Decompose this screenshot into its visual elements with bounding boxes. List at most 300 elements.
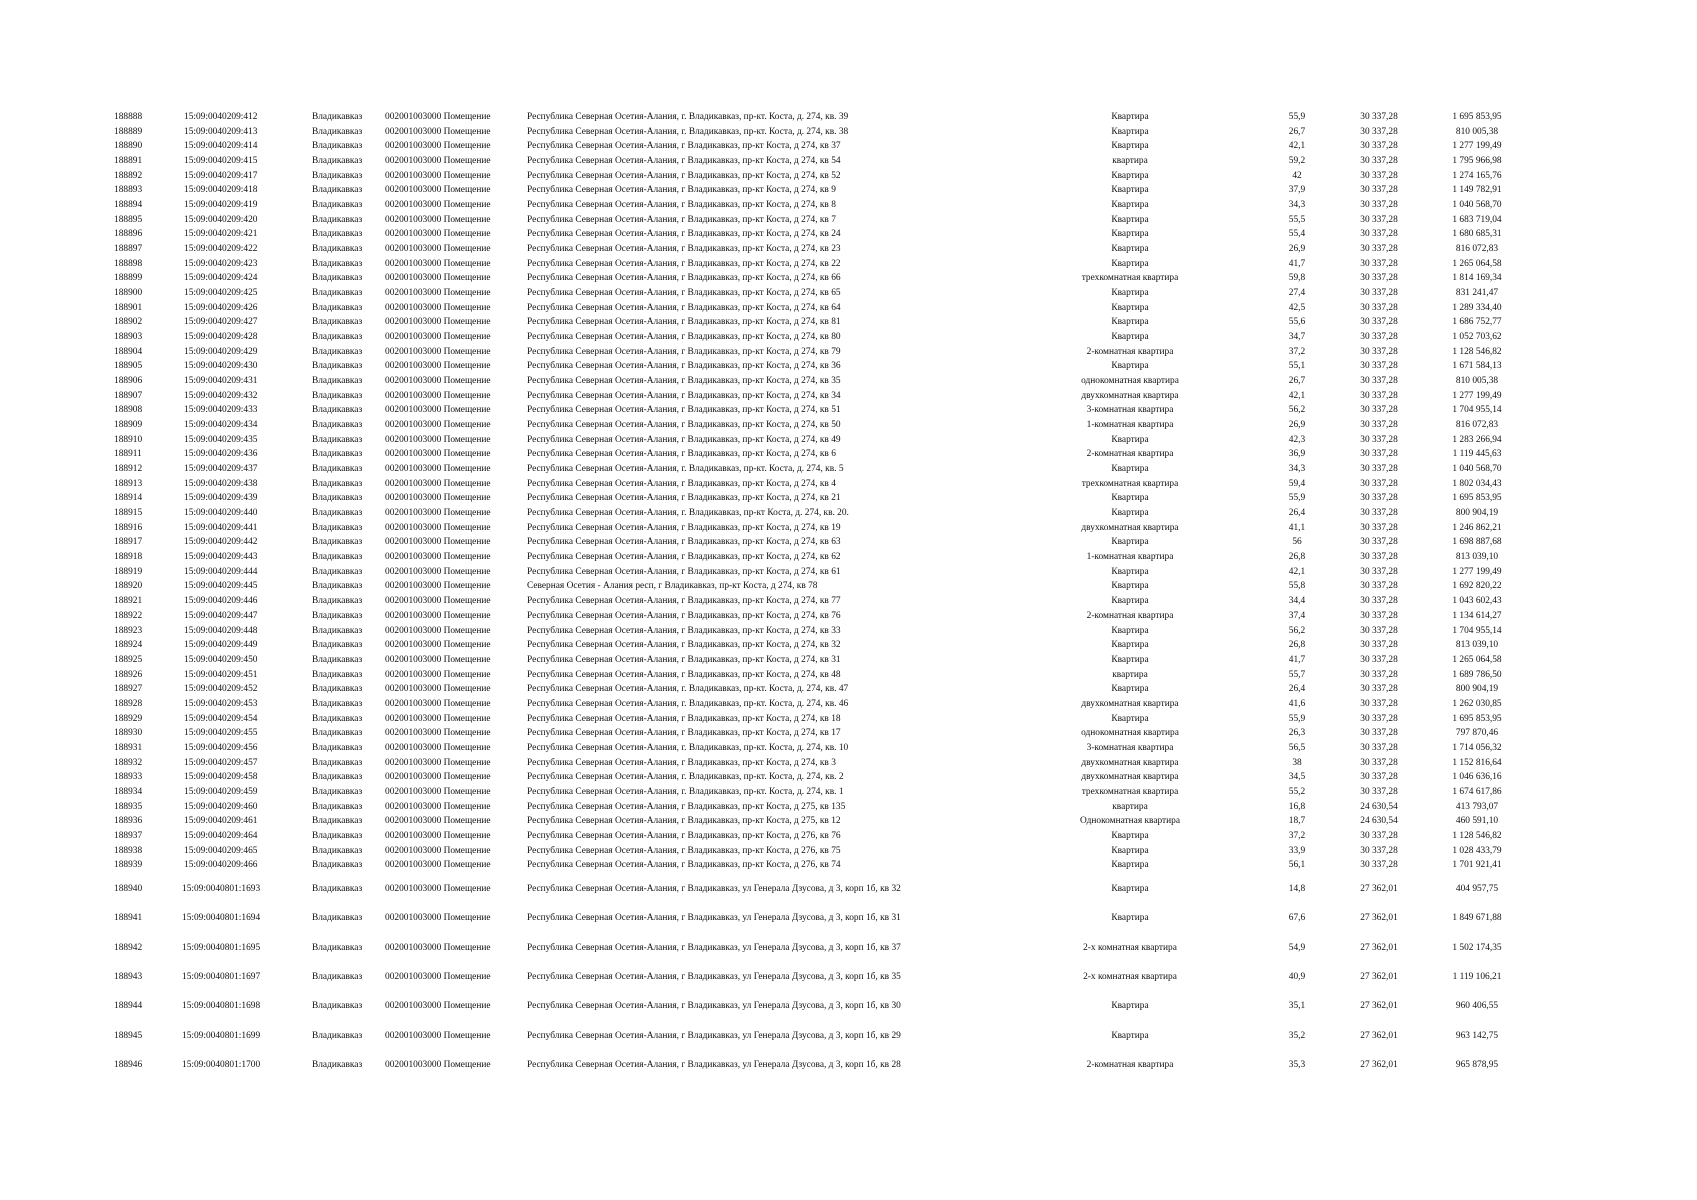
cell-cadastral-value: 810 005,38 [1455,126,1499,137]
cell-cadastral-number: 15:09:0040209:449 [184,640,258,651]
cell-object-code: 002001003000 Помещение [385,258,491,269]
cell-city: Владикавказ [312,669,363,680]
cell-unit-rate: 30 337,28 [1360,288,1398,298]
cell-object-code: 002001003000 Помещение [385,772,491,783]
cell-city: Владикавказ [312,596,363,607]
cell-unit-rate: 30 337,28 [1360,244,1398,254]
cell-cadastral-number: 15:09:0040209:453 [184,698,258,709]
cell-unit-rate: 30 337,28 [1360,258,1398,269]
cell-row-number: 188912 [114,464,143,475]
cell-cadastral-number: 15:09:0040209:451 [184,669,258,680]
cell-city: Владикавказ [312,581,363,592]
cell-cadastral-value: 965 878,95 [1455,1059,1499,1070]
cell-unit-rate: 30 337,28 [1360,845,1398,856]
cell-area: 41,6 [1288,698,1306,709]
cell-city: Владикавказ [312,170,363,181]
cell-city: Владикавказ [312,405,363,416]
cell-area: 26,4 [1288,508,1306,519]
cell-cadastral-number: 15:09:0040209:448 [184,625,258,636]
cell-object-type: двухкомнатная квартира [1081,390,1179,401]
cell-object-type: двухкомнатная квартира [1081,522,1179,533]
cell-city: Владикавказ [312,112,363,122]
cell-object-code: 002001003000 Помещение [385,830,491,841]
cell-object-type: Квартира [1111,464,1149,475]
cell-city: Владикавказ [312,493,363,504]
cell-object-code: 002001003000 Помещение [385,552,491,563]
cell-area: 26,9 [1288,420,1306,431]
cell-cadastral-number: 15:09:0040209:415 [184,156,258,166]
cell-area: 42,1 [1288,141,1306,152]
cell-cadastral-value: 1 265 064,58 [1452,654,1502,665]
cell-city: Владикавказ [312,200,363,210]
cell-row-number: 188910 [114,434,143,445]
cell-area: 56,2 [1288,625,1306,636]
cell-object-code: 002001003000 Помещение [385,742,491,753]
cell-object-type: 3-комнатная квартира [1086,742,1174,753]
cell-cadastral-value: 1 704 955,14 [1452,625,1502,636]
cell-cadastral-number: 15:09:0040209:431 [184,376,258,387]
cell-unit-rate: 27 362,01 [1360,1059,1398,1070]
cell-area: 59,2 [1288,156,1306,166]
cell-area: 54,9 [1288,942,1306,953]
cell-row-number: 188936 [114,816,143,827]
cell-object-code: 002001003000 Помещение [385,1059,491,1070]
cell-unit-rate: 30 337,28 [1360,273,1398,284]
cell-object-code: 002001003000 Помещение [385,610,491,621]
cell-cadastral-value: 1 795 966,98 [1452,156,1502,166]
cell-unit-rate: 30 337,28 [1360,229,1398,240]
cell-row-number: 188942 [114,942,143,953]
cell-object-type: Квартира [1111,141,1149,152]
cell-object-type: двухкомнатная квартира [1081,772,1179,783]
cell-city: Владикавказ [312,156,363,166]
cell-city: Владикавказ [312,654,363,665]
cell-city: Владикавказ [312,478,363,489]
cell-area: 27,4 [1288,288,1306,298]
cell-cadastral-number: 15:09:0040801:1700 [182,1059,261,1070]
cell-object-code: 002001003000 Помещение [385,390,491,401]
cell-object-type: Квартира [1111,640,1149,651]
cell-city: Владикавказ [312,258,363,269]
cell-address: Республика Северная Осетия-Алания, г Владикавказ, пр-кт Коста, д 274, кв 17 [527,728,841,739]
cell-cadastral-value: 1 152 816,64 [1452,757,1502,768]
cell-area: 55,5 [1288,214,1306,225]
cell-row-number: 188924 [114,640,143,651]
cell-row-number: 188897 [114,244,143,254]
cell-row-number: 188933 [114,772,143,783]
cell-cadastral-number: 15:09:0040209:412 [184,112,258,122]
cell-cadastral-number: 15:09:0040209:442 [184,537,258,548]
cell-object-code: 002001003000 Помещение [385,464,491,475]
cell-city: Владикавказ [312,522,363,533]
cell-row-number: 188901 [114,302,143,313]
cell-cadastral-value: 810 005,38 [1455,376,1499,387]
cell-city: Владикавказ [312,126,363,137]
cell-area: 55,2 [1288,786,1306,797]
cell-object-code: 002001003000 Помещение [385,126,491,137]
cell-city: Владикавказ [312,420,363,431]
cell-area: 41,7 [1288,654,1306,665]
cell-cadastral-value: 1 683 719,04 [1452,214,1502,225]
cell-unit-rate: 30 337,28 [1360,698,1398,709]
cell-cadastral-number: 15:09:0040209:439 [184,493,258,504]
cell-object-type: 2-комнатная квартира [1086,1059,1174,1070]
cell-city: Владикавказ [312,860,363,871]
cell-object-type: Квартира [1111,684,1149,695]
cell-address: Республика Северная Осетия-Алания, г Владикавказ, пр-кт Коста, д 274, кв 51 [527,405,841,416]
cell-unit-rate: 30 337,28 [1360,625,1398,636]
cell-city: Владикавказ [312,566,363,577]
cell-cadastral-number: 15:09:0040209:457 [184,757,258,768]
cell-object-code: 002001003000 Помещение [385,449,491,460]
cell-area: 67,6 [1288,913,1306,924]
cell-address: Республика Северная Осетия-Алания, г Владикавказ, пр-кт Коста, д 274, кв 31 [527,654,841,665]
cell-unit-rate: 30 337,28 [1360,346,1398,357]
cell-row-number: 188908 [114,405,143,416]
cell-city: Владикавказ [312,185,363,196]
cell-object-type: Квартира [1111,126,1149,137]
cell-area: 34,3 [1288,200,1306,210]
cell-unit-rate: 30 337,28 [1360,596,1398,607]
cell-address: Республика Северная Осетия-Алания, г Владикавказ, ул Генерала Дзусова, д 3, корп 1б, кв 32 [527,884,901,894]
cell-object-code: 002001003000 Помещение [385,640,491,651]
cell-cadastral-number: 15:09:0040209:427 [184,317,258,328]
cell-object-code: 002001003000 Помещение [385,361,491,372]
cell-cadastral-number: 15:09:0040801:1694 [182,913,261,924]
cell-cadastral-value: 1 802 034,43 [1452,478,1502,489]
cell-address: Республика Северная Осетия-Алания, г Владикавказ, пр-кт Коста, д 276, кв 76 [527,830,841,841]
cell-area: 55,7 [1288,669,1306,680]
cell-cadastral-number: 15:09:0040209:465 [184,845,258,856]
cell-city: Владикавказ [312,376,363,387]
cell-city: Владикавказ [312,610,363,621]
cell-object-type: Квартира [1111,200,1149,210]
cell-area: 56,2 [1288,405,1306,416]
cell-unit-rate: 30 337,28 [1360,537,1398,548]
cell-cadastral-value: 1 246 862,21 [1452,522,1502,533]
cell-unit-rate: 30 337,28 [1360,478,1398,489]
cell-cadastral-value: 800 904,19 [1455,684,1499,695]
cell-cadastral-value: 1 046 636,16 [1452,772,1502,783]
cell-object-type: 2-комнатная квартира [1086,449,1174,460]
cell-cadastral-number: 15:09:0040209:421 [184,229,258,240]
cell-cadastral-value: 1 698 887,68 [1452,537,1502,548]
cell-row-number: 188909 [114,420,143,431]
cell-cadastral-number: 15:09:0040209:425 [184,288,258,298]
cell-cadastral-value: 1 119 106,21 [1452,971,1502,982]
cell-cadastral-value: 831 241,47 [1455,288,1499,298]
cell-object-code: 002001003000 Помещение [385,942,491,953]
cell-cadastral-number: 15:09:0040209:418 [184,185,258,196]
cell-city: Владикавказ [312,434,363,445]
cell-row-number: 188944 [114,1001,143,1012]
cell-address: Республика Северная Осетия-Алания, г Владикавказ, пр-кт Коста, д 274, кв 18 [527,713,841,724]
cell-row-number: 188905 [114,361,143,372]
cell-city: Владикавказ [312,508,363,519]
cell-object-code: 002001003000 Помещение [385,141,491,152]
cell-unit-rate: 30 337,28 [1360,185,1398,196]
cell-address: Республика Северная Осетия-Алания, г. Владикавказ, пр-кт. Коста, д. 274, кв. 5 [527,464,844,475]
cell-area: 56,1 [1288,860,1306,871]
cell-row-number: 188888 [114,112,143,122]
cell-city: Владикавказ [312,786,363,797]
cell-address: Республика Северная Осетия-Алания, г. Владикавказ, пр-кт. Коста, д. 274, кв. 2 [527,772,844,783]
cell-object-code: 002001003000 Помещение [385,229,491,240]
cell-object-type: 3-комнатная квартира [1086,405,1174,416]
cell-cadastral-value: 1 695 853,95 [1452,713,1502,724]
cell-city: Владикавказ [312,273,363,284]
cell-object-type: Квартира [1111,830,1149,841]
cell-cadastral-value: 413 793,07 [1455,801,1499,812]
cell-address: Республика Северная Осетия-Алания, г Владикавказ, пр-кт Коста, д 274, кв 3 [527,757,836,768]
cell-area: 36,9 [1288,449,1306,460]
cell-object-code: 002001003000 Помещение [385,434,491,445]
cell-unit-rate: 30 337,28 [1360,860,1398,871]
cell-row-number: 188911 [114,449,142,460]
cell-cadastral-number: 15:09:0040209:433 [184,405,258,416]
cell-row-number: 188918 [114,552,143,563]
cell-row-number: 188902 [114,317,143,328]
cell-row-number: 188930 [114,728,143,739]
cell-city: Владикавказ [312,537,363,548]
cell-address: Республика Северная Осетия-Алания, г. Владикавказ, пр-кт. Коста, д. 274, кв. 1 [527,786,844,797]
cell-area: 26,3 [1288,728,1306,739]
cell-cadastral-value: 816 072,83 [1455,244,1499,254]
cell-cadastral-value: 460 591,10 [1455,816,1499,827]
cell-cadastral-value: 1 119 445,63 [1452,449,1502,460]
cell-city: Владикавказ [312,229,363,240]
cell-unit-rate: 30 337,28 [1360,434,1398,445]
cell-row-number: 188922 [114,610,143,621]
cell-object-code: 002001003000 Помещение [385,332,491,343]
cell-row-number: 188937 [114,830,143,841]
cell-unit-rate: 30 337,28 [1360,552,1398,563]
cell-city: Владикавказ [312,772,363,783]
cell-object-code: 002001003000 Помещение [385,1001,491,1012]
cell-unit-rate: 27 362,01 [1360,971,1398,982]
cell-row-number: 188923 [114,625,143,636]
cell-object-code: 002001003000 Помещение [385,713,491,724]
cell-cadastral-value: 1 277 199,49 [1452,566,1502,577]
cell-row-number: 188890 [114,141,143,152]
cell-area: 16,8 [1288,801,1306,812]
cell-unit-rate: 30 337,28 [1360,757,1398,768]
cell-row-number: 188900 [114,288,143,298]
cell-city: Владикавказ [312,830,363,841]
cell-object-type: 2-комнатная квартира [1086,346,1174,357]
cell-city: Владикавказ [312,713,363,724]
cell-unit-rate: 30 337,28 [1360,170,1398,181]
cell-area: 18,7 [1288,816,1306,827]
cell-object-type: Квартира [1111,508,1149,519]
cell-row-number: 188896 [114,229,143,240]
cell-area: 59,8 [1288,273,1306,284]
cell-row-number: 188928 [114,698,143,709]
cell-cadastral-number: 15:09:0040209:422 [184,244,258,254]
cell-cadastral-number: 15:09:0040209:413 [184,126,258,137]
cell-cadastral-number: 15:09:0040209:441 [184,522,258,533]
cell-object-type: Квартира [1111,860,1149,871]
cell-address: Республика Северная Осетия-Алания, г Владикавказ, пр-кт Коста, д 276, кв 75 [527,845,841,856]
cell-unit-rate: 30 337,28 [1360,713,1398,724]
cell-area: 55,9 [1288,112,1306,122]
cell-cadastral-number: 15:09:0040209:423 [184,258,258,269]
cell-cadastral-number: 15:09:0040209:417 [184,170,258,181]
cell-object-type: Квартира [1111,332,1149,343]
cell-object-code: 002001003000 Помещение [385,669,491,680]
cell-area: 35,2 [1288,1030,1306,1041]
cell-cadastral-value: 1 262 030,85 [1452,698,1502,709]
cell-unit-rate: 30 337,28 [1360,640,1398,651]
cell-address: Республика Северная Осетия-Алания, г Владикавказ, пр-кт Коста, д 274, кв 62 [527,552,841,563]
cell-object-code: 002001003000 Помещение [385,884,491,894]
cell-object-code: 002001003000 Помещение [385,214,491,225]
cell-cadastral-number: 15:09:0040209:430 [184,361,258,372]
cell-row-number: 188906 [114,376,143,387]
cell-area: 34,5 [1288,772,1306,783]
cell-cadastral-number: 15:09:0040209:429 [184,346,258,357]
cell-object-code: 002001003000 Помещение [385,302,491,313]
cell-object-type: Квартира [1111,566,1149,577]
cell-unit-rate: 27 362,01 [1360,884,1398,894]
cell-cadastral-number: 15:09:0040209:420 [184,214,258,225]
cell-area: 55,9 [1288,493,1306,504]
cell-row-number: 188925 [114,654,143,665]
cell-cadastral-value: 1 028 433,79 [1452,845,1502,856]
cell-area: 55,9 [1288,713,1306,724]
cell-row-number: 188938 [114,845,143,856]
cell-cadastral-number: 15:09:0040209:437 [184,464,258,475]
cell-row-number: 188919 [114,566,143,577]
cell-address: Республика Северная Осетия-Алания, г Владикавказ, пр-кт Коста, д 274, кв 22 [527,258,841,269]
cell-city: Владикавказ [312,1059,363,1070]
cell-row-number: 188929 [114,713,143,724]
cell-unit-rate: 30 337,28 [1360,786,1398,797]
cell-cadastral-value: 1 689 786,50 [1452,669,1502,680]
cell-cadastral-number: 15:09:0040209:438 [184,478,258,489]
cell-unit-rate: 30 337,28 [1360,654,1398,665]
cell-address: Республика Северная Осетия-Алания, г Владикавказ, пр-кт Коста, д 274, кв 66 [527,273,841,284]
cell-address: Республика Северная Осетия-Алания, г Владикавказ, пр-кт Коста, д 274, кв 54 [527,156,841,166]
cell-cadastral-number: 15:09:0040801:1693 [182,884,261,894]
cell-city: Владикавказ [312,942,363,953]
cell-object-type: 2-х комнатная квартира [1083,971,1177,982]
cell-row-number: 188892 [114,170,143,181]
cell-object-type: Квартира [1111,1001,1149,1012]
cell-address: Республика Северная Осетия-Алания, г Владикавказ, пр-кт Коста, д 274, кв 36 [527,361,841,372]
cell-unit-rate: 30 337,28 [1360,361,1398,372]
cell-address: Республика Северная Осетия-Алания, г Владикавказ, пр-кт Коста, д 274, кв 19 [527,522,841,533]
cell-object-type: Квартира [1111,214,1149,225]
cell-city: Владикавказ [312,288,363,298]
cell-cadastral-number: 15:09:0040209:428 [184,332,258,343]
cell-cadastral-number: 15:09:0040209:434 [184,420,258,431]
cell-cadastral-value: 963 142,75 [1455,1030,1499,1041]
cell-cadastral-value: 800 904,19 [1455,508,1499,519]
cell-city: Владикавказ [312,913,363,924]
cell-object-type: трехкомнатная квартира [1081,273,1179,284]
cell-city: Владикавказ [312,684,363,695]
cell-cadastral-value: 1 040 568,70 [1452,464,1502,475]
cell-address: Республика Северная Осетия-Алания, г Владикавказ, пр-кт Коста, д 274, кв 76 [527,610,841,621]
cell-unit-rate: 30 337,28 [1360,156,1398,166]
cell-object-code: 002001003000 Помещение [385,185,491,196]
cell-cadastral-value: 1 289 334,40 [1452,302,1502,313]
cell-object-code: 002001003000 Помещение [385,493,491,504]
cell-address: Республика Северная Осетия-Алания, г Владикавказ, ул Генерала Дзусова, д 3, корп 1б, кв 35 [527,971,901,982]
cell-area: 35,3 [1288,1059,1306,1070]
cell-object-code: 002001003000 Помещение [385,757,491,768]
cell-row-number: 188927 [114,684,143,695]
cell-address: Республика Северная Осетия-Алания, г Владикавказ, пр-кт Коста, д 274, кв 79 [527,346,841,357]
cell-address: Республика Северная Осетия-Алания, г Владикавказ, пр-кт Коста, д 274, кв 8 [527,200,836,210]
cell-address: Республика Северная Осетия-Алания, г Владикавказ, пр-кт Коста, д 274, кв 50 [527,420,841,431]
cell-area: 35,1 [1288,1001,1306,1012]
cell-object-type: квартира [1112,669,1148,680]
cell-cadastral-value: 1 283 266,94 [1452,434,1502,445]
cell-object-type: квартира [1112,156,1148,166]
cell-address: Республика Северная Осетия-Алания, г Владикавказ, пр-кт Коста, д 274, кв 48 [527,669,841,680]
cell-object-type: 2-комнатная квартира [1086,610,1174,621]
cell-row-number: 188921 [114,596,143,607]
cell-unit-rate: 30 337,28 [1360,728,1398,739]
cell-area: 42,1 [1288,390,1306,401]
cell-object-type: Квартира [1111,112,1149,122]
cell-address: Республика Северная Осетия-Алания, г Владикавказ, пр-кт Коста, д 274, кв 49 [527,434,841,445]
cell-area: 42 [1292,170,1302,181]
cell-object-code: 002001003000 Помещение [385,625,491,636]
cell-object-code: 002001003000 Помещение [385,478,491,489]
cell-object-type: Квартира [1111,185,1149,196]
cell-cadastral-number: 15:09:0040209:436 [184,449,258,460]
cell-area: 26,7 [1288,126,1306,137]
cell-cadastral-number: 15:09:0040209:455 [184,728,258,739]
cell-cadastral-number: 15:09:0040209:460 [184,801,258,812]
cell-area: 40,9 [1288,971,1306,982]
cell-object-type: двухкомнатная квартира [1081,698,1179,709]
cell-object-code: 002001003000 Помещение [385,522,491,533]
cell-address: Республика Северная Осетия-Алания, г Владикавказ, ул Генерала Дзусова, д 3, корп 1б, кв 30 [527,1001,901,1012]
cell-unit-rate: 30 337,28 [1360,464,1398,475]
cell-object-type: двухкомнатная квартира [1081,757,1179,768]
cell-city: Владикавказ [312,552,363,563]
cell-area: 41,7 [1288,258,1306,269]
cell-cadastral-value: 1 695 853,95 [1452,112,1502,122]
cell-area: 37,2 [1288,346,1306,357]
cell-area: 55,1 [1288,361,1306,372]
cell-unit-rate: 24 630,54 [1360,801,1398,812]
cell-object-type: Квартира [1111,581,1149,592]
cell-address: Республика Северная Осетия-Алания, г Владикавказ, пр-кт Коста, д 274, кв 61 [527,566,841,577]
cell-unit-rate: 30 337,28 [1360,493,1398,504]
cell-cadastral-number: 15:09:0040209:450 [184,654,258,665]
cell-area: 26,8 [1288,640,1306,651]
cell-address: Республика Северная Осетия-Алания, г. Владикавказ, пр-кт. Коста, д. 274, кв. 10 [527,742,849,753]
cell-object-code: 002001003000 Помещение [385,508,491,519]
cell-cadastral-number: 15:09:0040209:446 [184,596,258,607]
cell-row-number: 188945 [114,1030,143,1041]
cell-city: Владикавказ [312,971,363,982]
cell-object-type: Квартира [1111,845,1149,856]
cell-area: 34,7 [1288,332,1306,343]
cell-unit-rate: 30 337,28 [1360,200,1398,210]
cell-address: Республика Северная Осетия-Алания, г Владикавказ, пр-кт Коста, д 274, кв 77 [527,596,841,607]
cell-object-code: 002001003000 Помещение [385,596,491,607]
cell-unit-rate: 30 337,28 [1360,449,1398,460]
cell-cadastral-number: 15:09:0040801:1698 [182,1001,261,1012]
cell-address: Республика Северная Осетия-Алания, г. Владикавказ, пр-кт. Коста, д. 274, кв. 39 [527,112,849,122]
cell-cadastral-number: 15:09:0040209:419 [184,200,258,210]
